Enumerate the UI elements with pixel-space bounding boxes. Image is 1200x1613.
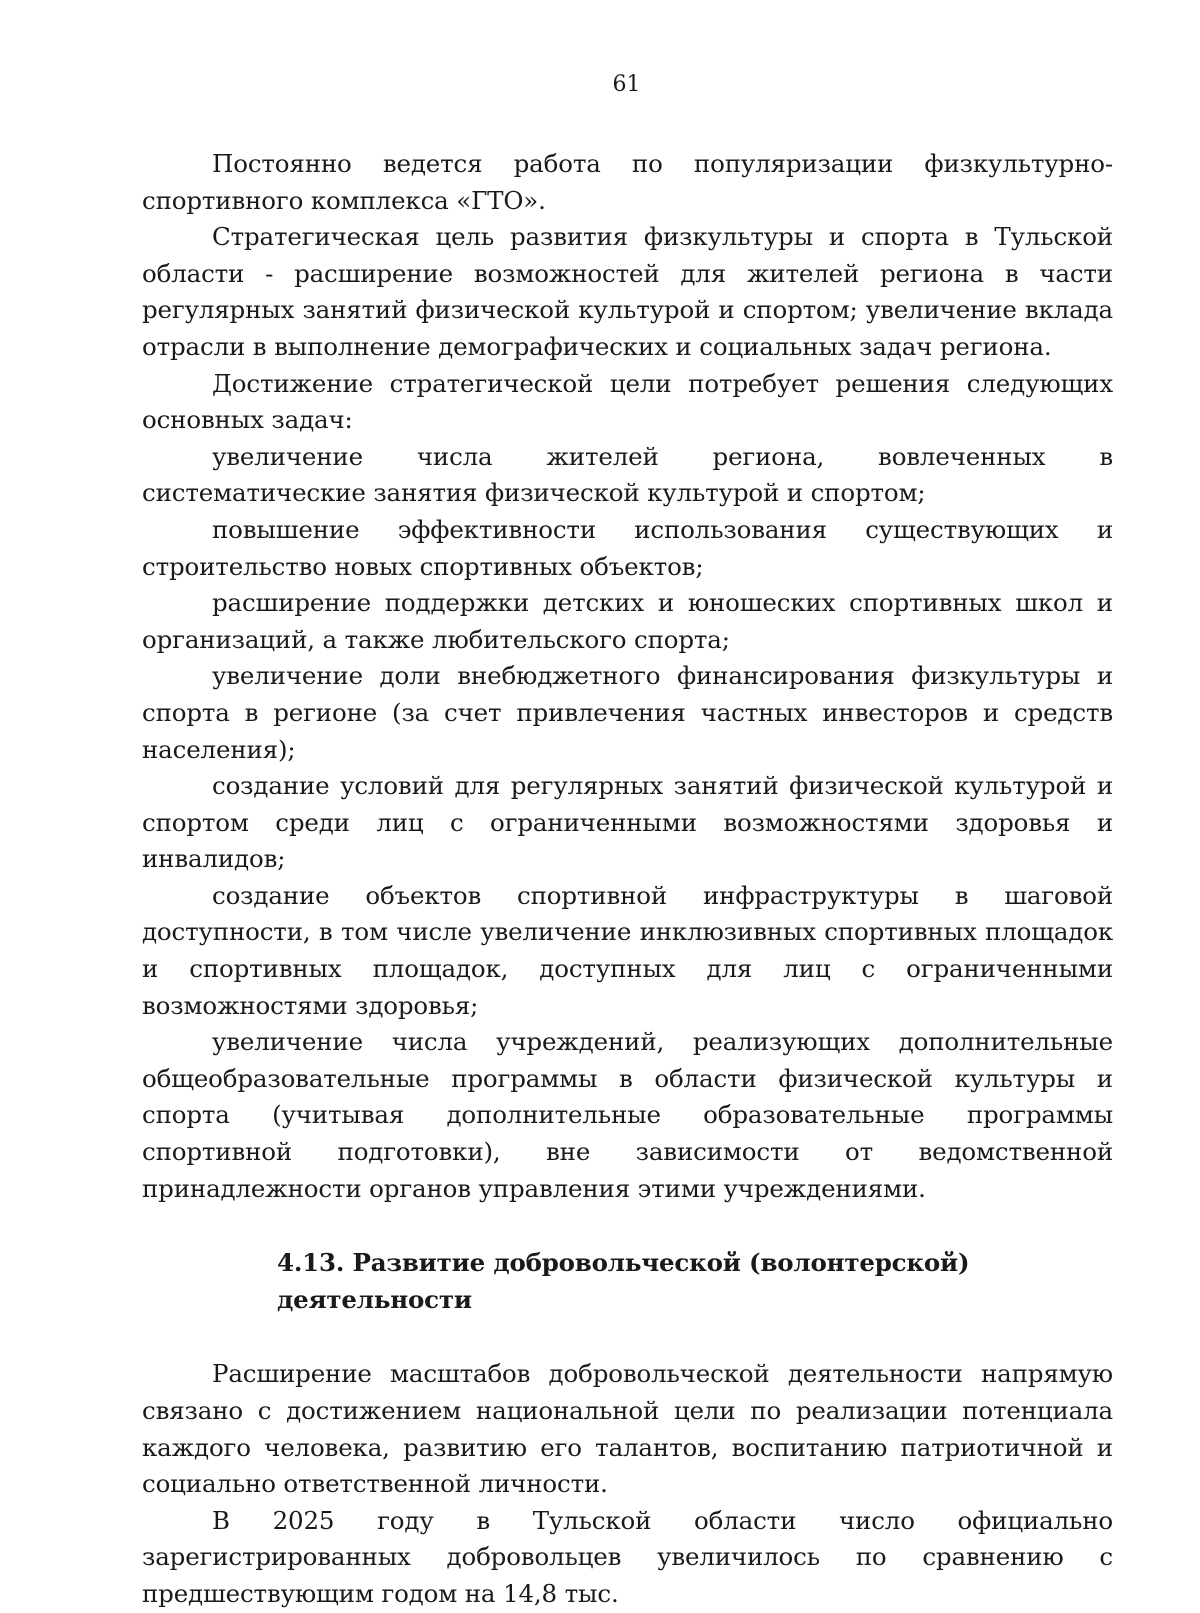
paragraph: Достижение стратегической цели потребует решения следующих основных задач: — [142, 368, 1113, 435]
list-item: увеличение доли внебюджетного финансирования физкультуры и спорта в регионе (за счет привлечения частных инвесторов и средств населения); — [142, 661, 1113, 764]
paragraph: Постоянно ведется работа по популяризации физкультурно-спортивного комплекса «ГТО». — [142, 149, 1113, 215]
paragraph: Стратегическая цель развития физкультуры и спорта в Тульской области - расширение возможностей для жителей региона в части регулярных занятий физической культурой и спортом; увеличение вклада отрасли в выполнение демографических и социальных задач региона. — [142, 222, 1113, 361]
list-item: увеличение числа жителей региона, вовлеченных в систематические занятия физической культурой и спортом; — [142, 441, 1113, 508]
section-heading: 4.13. Развитие добровольческой (волонтерской) деятельности — [277, 1248, 970, 1314]
list-item: повышение эффективности использования существующих и строительство новых спортивных объектов; — [142, 514, 1113, 581]
paragraph: Расширение масштабов добровольческой деятельности напрямую связано с достижением национальной цели по реализации потенциала каждого человека, развитию его талантов, воспитанию патриотичной и социально ответственной личности. — [142, 1359, 1113, 1499]
list-item: создание объектов спортивной инфраструктуры в шаговой доступности, в том числе увеличение инклюзивных спортивных площадок и спортивных площадок, доступных для лиц с ограниченными возможностями здоровья; — [142, 880, 1113, 1020]
list-item: расширение поддержки детских и юношеских спортивных школ и организаций, а также любительского спорта; — [142, 588, 1113, 654]
paragraph: В 2025 году в Тульской области число официально зарегистрированных добровольцев увеличилось по сравнению с предшествующим годом на 14,8 тыс. — [142, 1505, 1113, 1608]
document-body — [142, 146, 1113, 1613]
page-number: 61 — [612, 72, 641, 97]
list-item: увеличение числа учреждений, реализующих дополнительные общеобразовательные программы в области физической культуры и спорта (учитывая дополнительные образовательные программы спортивной подготовки), вне зависимости от ведомственной принадлежности органов управления этими учреждениями. — [142, 1027, 1113, 1203]
list-item: создание условий для регулярных занятий физической культурой и спортом среди лиц с ограниченными возможностями здоровья и инвалидов; — [142, 771, 1113, 874]
